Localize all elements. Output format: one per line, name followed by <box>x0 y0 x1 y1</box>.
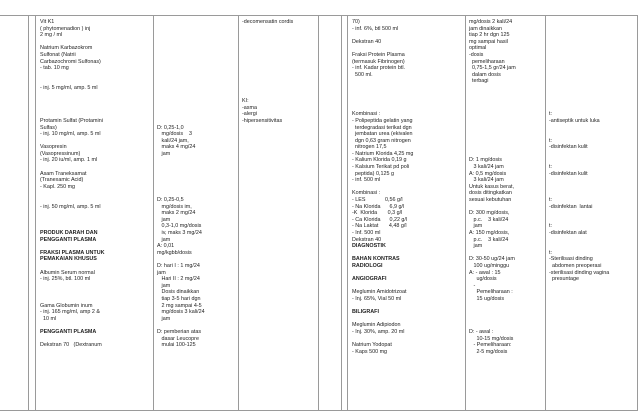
cell-line <box>40 336 105 343</box>
cell-line: Sulfas) <box>40 124 57 131</box>
cell-line <box>157 39 205 46</box>
cell-line <box>242 52 293 59</box>
cell-line <box>157 105 205 112</box>
cell-line: -disinfektan alat <box>549 230 587 236</box>
cell-line <box>157 19 205 26</box>
cell-line: -hipersensitivitas <box>242 117 283 124</box>
cell-line <box>352 85 413 92</box>
cell-line: Carbazochromi Sulfonas) <box>40 58 101 65</box>
cell-line: Albumin Serum normal <box>40 269 95 276</box>
cell-line <box>352 303 413 310</box>
cell-line <box>242 65 293 72</box>
cell-line: - Inj. 65%, Vial 50 ml <box>352 295 402 302</box>
column-divider-7 <box>347 15 348 411</box>
cell-line <box>352 283 413 290</box>
cell-line: 2 mg / ml <box>40 32 63 39</box>
cell-line: - tab. 10 mg <box>40 65 69 72</box>
column-dosage-right <box>469 19 516 355</box>
cell-line: mg/kgbb/dosis <box>157 249 192 256</box>
cell-line: PENGGANTI PLASMA <box>40 328 97 335</box>
cell-line: - Inf. 500 ml <box>352 230 381 236</box>
cell-line: t: <box>549 111 552 118</box>
cell-line: (Vasopressinum) <box>40 150 81 157</box>
column-divider-9 <box>545 15 546 411</box>
cell-line <box>469 144 516 151</box>
cell-line: - inf. 6%, btl 500 ml <box>352 25 399 32</box>
cell-line <box>549 177 609 184</box>
cell-line <box>40 78 105 85</box>
cell-line <box>40 138 105 145</box>
cell-line <box>242 92 293 99</box>
cell-line: - Pemeliharaan: <box>469 342 512 349</box>
cell-line: - Na Klorida 6,9 g/l <box>352 203 405 210</box>
cell-line <box>549 217 609 224</box>
cell-line: jam <box>157 315 171 322</box>
cell-line <box>469 98 516 105</box>
cell-line <box>157 118 205 125</box>
cell-line <box>549 131 609 138</box>
cell-line: BAHAN KONTRAS <box>352 256 400 263</box>
cell-line <box>549 210 609 217</box>
cell-line <box>157 184 205 191</box>
cell-line <box>242 78 293 85</box>
cell-line <box>40 72 105 79</box>
cell-line: t: <box>549 137 552 144</box>
cell-line <box>549 39 609 46</box>
cell-line <box>40 98 105 105</box>
cell-line <box>157 52 205 59</box>
cell-line: jam <box>469 243 483 250</box>
cell-line: dalam dosis <box>469 71 501 78</box>
cell-line: A: 0,5 mg/dosis <box>469 170 507 177</box>
cell-line <box>157 322 205 329</box>
cell-line: -disinfektan kulit <box>549 170 588 177</box>
cell-line: D: 0,25-0,5 <box>157 197 184 204</box>
cell-line: tiap 3-5 hari dgn <box>157 295 201 302</box>
cell-line: - inj. 165 mg/ml, amp 2 & <box>40 309 100 316</box>
cell-line <box>242 72 293 79</box>
cell-line <box>157 111 205 118</box>
cell-line: A: 0,01 <box>157 243 175 250</box>
cell-line: Kombinasi : <box>352 111 381 118</box>
cell-line <box>157 157 205 164</box>
cell-line: -sterilisasi dinding vagina <box>549 269 610 276</box>
cell-line: 70) <box>352 19 360 25</box>
cell-line <box>469 85 516 92</box>
cell-line: - inj. 50 mg/ml, amp. 5 ml <box>40 203 101 210</box>
cell-line: - inj. 20 iu/ml, amp. 1 ml <box>40 157 98 164</box>
cell-line: Vasopresin <box>40 144 67 151</box>
cell-line: D: pemberian atas <box>157 328 202 335</box>
cell-line <box>242 45 293 52</box>
cell-line <box>157 190 205 197</box>
cell-line <box>469 131 516 138</box>
cell-line <box>469 303 516 310</box>
cell-line: - inj. 10 mg/ml, amp. 5 ml <box>40 131 101 138</box>
cell-line: (termasuk Fibrinogen) <box>352 58 405 65</box>
cell-line: 2-5 mg/dosis <box>469 348 508 355</box>
cell-line <box>40 223 105 230</box>
cell-line <box>352 78 413 85</box>
cell-line <box>549 52 609 59</box>
cell-line: Natrium Yodopat <box>352 342 392 349</box>
cell-line <box>157 92 205 99</box>
column-divider-4 <box>238 15 239 411</box>
cell-line: mulai 100-125 <box>157 342 196 349</box>
cell-line: BILIGRAFI <box>352 309 379 316</box>
cell-line <box>469 309 516 316</box>
cell-line <box>469 111 516 118</box>
cell-line <box>40 190 105 197</box>
cell-line <box>157 164 205 171</box>
cell-line <box>40 164 105 171</box>
cell-line <box>157 177 205 184</box>
table-top-rule <box>0 15 638 16</box>
cell-line <box>549 59 609 66</box>
cell-line: - inf. 500 ml <box>352 177 381 184</box>
cell-line: ug/dosis <box>469 276 497 283</box>
cell-line <box>469 92 516 99</box>
cell-line: optimal <box>469 45 487 52</box>
cell-line <box>469 250 516 257</box>
cell-line: ( phytomenadion ) inj <box>40 25 91 32</box>
cell-line: 0,75-1,5 gr/24 jam <box>469 65 516 72</box>
cell-line <box>242 59 293 66</box>
cell-line <box>352 336 413 343</box>
column-drug-names-left <box>40 19 105 349</box>
column-divider-3 <box>153 15 154 411</box>
cell-line: PRODUK DARAH DAN <box>40 230 98 236</box>
cell-line <box>549 243 609 250</box>
cell-line: mg/dosis 3 kali/24 <box>157 309 205 316</box>
cell-line <box>157 26 205 33</box>
column-divider-2 <box>35 15 36 411</box>
cell-line: Vit K1 <box>40 19 55 25</box>
cell-line <box>469 118 516 125</box>
cell-line <box>352 98 413 105</box>
cell-line: 2 mg sampai 4-5 <box>157 302 202 309</box>
cell-line <box>469 138 516 145</box>
cell-line <box>157 72 205 79</box>
cell-line <box>352 32 413 39</box>
cell-line <box>549 125 609 132</box>
cell-line <box>157 256 205 263</box>
cell-line: D: hari I : 1 mg/24 <box>157 262 200 269</box>
cell-line: nitrogen 17,5 <box>352 144 387 151</box>
cell-line: - Kalsium Terikat pd poli <box>352 164 410 171</box>
cell-line: pemeliharaan <box>469 58 505 65</box>
cell-line: - Polipeptida gelatin yang <box>352 117 413 124</box>
column-drug-names-right <box>352 19 413 355</box>
cell-line: mg/dosis 2 kali/24 <box>469 19 513 25</box>
cell-line <box>549 237 609 244</box>
cell-line <box>40 296 105 303</box>
cell-line <box>40 197 105 204</box>
table-bottom-rule <box>0 410 638 411</box>
cell-line <box>40 111 105 118</box>
cell-line: FRAKSI PLASMA UNTUK <box>40 249 105 256</box>
cell-line: D: - awal : <box>469 328 494 335</box>
cell-line: jam <box>157 150 171 157</box>
cell-line <box>549 78 609 85</box>
cell-line: Gama Globumin inum <box>40 302 93 309</box>
cell-line <box>242 85 293 92</box>
cell-line: jembatan urea (ekivalen <box>352 131 413 138</box>
cell-line <box>242 39 293 46</box>
cell-line: -asma <box>242 104 257 111</box>
cell-line <box>549 72 609 79</box>
cell-line: kali/24 jam, <box>157 137 189 144</box>
cell-line <box>469 125 516 132</box>
cell-line: (Tranexamic Acid) <box>40 177 84 184</box>
cell-line: Asam Traneksamat <box>40 170 87 177</box>
cell-line: t: <box>549 249 552 256</box>
cell-line: D: 0,25-1,0 <box>157 124 184 131</box>
cell-line: dgn 0,63 gram nitrogen <box>352 137 411 144</box>
cell-line: sesuai kebutuhan <box>469 197 512 204</box>
cell-line: mg/dosis im, <box>157 203 192 210</box>
cell-line <box>549 92 609 99</box>
cell-line: D: 300 mg/dosis, <box>469 210 510 217</box>
cell-line <box>157 45 205 52</box>
cell-line: jam <box>157 236 171 243</box>
cell-line <box>352 250 413 257</box>
cell-line <box>549 65 609 72</box>
cell-line: DIAGNOSTIK <box>352 243 386 250</box>
cell-line <box>40 105 105 112</box>
cell-line: 100 ug/minggu <box>469 262 510 269</box>
cell-line <box>352 316 413 323</box>
cell-line: -dosis <box>469 51 484 58</box>
cell-line: - <box>469 282 476 289</box>
cell-line: A: 150 mg/dosis, <box>469 230 510 236</box>
cell-line <box>469 151 516 158</box>
cell-line <box>157 85 205 92</box>
cell-line <box>469 204 516 211</box>
cell-line <box>40 322 105 329</box>
cell-line <box>549 157 609 164</box>
cell-line: Pemeliharaan : <box>469 289 513 296</box>
cell-line: Sulfonat (Natrii <box>40 51 76 58</box>
cell-line: RADIOLOGI <box>352 262 383 269</box>
cell-line: dasar Leucopre <box>157 335 199 342</box>
cell-line <box>242 26 293 33</box>
cell-line <box>157 98 205 105</box>
cell-line: -disinfektan kulit <box>549 144 588 151</box>
cell-line: jam <box>157 282 171 289</box>
cell-line <box>549 105 609 112</box>
cell-line <box>40 92 105 99</box>
cell-line <box>40 283 105 290</box>
cell-line <box>469 316 516 323</box>
cell-line: Meglumin Adipiodon <box>352 322 401 329</box>
cell-line: iv, maks 3 mg/24 <box>157 230 202 236</box>
cell-line: p.c. 3 kali/24 <box>469 236 509 243</box>
cell-line <box>549 184 609 191</box>
cell-line <box>157 171 205 178</box>
cell-line: - Kalium Klorida 0,19 g <box>352 157 407 164</box>
cell-line: abdomen preoperasi <box>549 262 602 269</box>
cell-line: -disinfektan lantai <box>549 203 593 210</box>
column-notes-right <box>549 19 609 283</box>
cell-line <box>549 26 609 33</box>
cell-line <box>352 92 413 99</box>
cell-line <box>549 85 609 92</box>
cell-line: -K Klorida 0,3 g/l <box>352 210 403 217</box>
cell-line: t: <box>549 223 552 230</box>
cell-line: -Sterilisasi dinding <box>549 256 593 263</box>
cell-line <box>40 217 105 224</box>
cell-line: PEMAKAIAN KHUSUS <box>40 256 97 263</box>
cell-line: t: <box>549 164 552 171</box>
column-divider-1 <box>28 15 29 411</box>
cell-line <box>157 32 205 39</box>
cell-line: 0,3-1,0 mg/dosis <box>157 223 202 230</box>
cell-line: Untuk kasus berat, <box>469 183 514 190</box>
cell-line <box>352 45 413 52</box>
cell-line: dosis ditingkatkan <box>469 190 512 197</box>
cell-line: t: <box>549 197 552 204</box>
cell-line: -decomensatin cordis <box>242 19 294 25</box>
cell-line: - inf. Kadar protein btl. <box>352 65 406 72</box>
cell-line: 3 kali/24 jam <box>469 177 504 184</box>
cell-line <box>242 32 293 39</box>
cell-line: peptida) 0,125 g <box>352 170 394 177</box>
cell-line: - Natrium Klorida 4,25 mg <box>352 150 414 157</box>
cell-line <box>157 65 205 72</box>
cell-line: 3 kali/24 jam <box>469 164 504 171</box>
cell-line <box>469 322 516 329</box>
cell-line <box>40 289 105 296</box>
cell-line <box>352 184 413 191</box>
cell-line <box>549 19 609 26</box>
cell-line: - inj. 25%, btl. 100 ml <box>40 276 91 283</box>
cell-line: Hari II : 2 mg/24 <box>157 276 200 283</box>
cell-line: jam <box>157 216 171 223</box>
cell-line: mg sampai hasil <box>469 38 508 45</box>
cell-line: -antiseptik untuk luka <box>549 117 600 124</box>
cell-line <box>157 59 205 66</box>
cell-line <box>40 39 105 46</box>
cell-line: - Inj. 30%, amp. 20 ml <box>352 328 405 335</box>
cell-line: Dosis dinaikkan <box>157 289 200 296</box>
cell-line: Meglumin Amidotrizoat <box>352 289 407 296</box>
cell-line <box>40 263 105 270</box>
column-dosage-left <box>157 19 205 349</box>
cell-line: maks 4 mg/24 <box>157 144 196 151</box>
cell-line: - Ca Klorida 0,22 g/l <box>352 216 408 223</box>
cell-line: Dekstran 40 <box>352 38 382 45</box>
cell-line <box>40 243 105 250</box>
cell-line: jam <box>157 269 166 276</box>
column-divider-6 <box>341 15 342 411</box>
cell-line: maks 2 mg/24 <box>157 210 196 217</box>
cell-line: 15 ug/dosis <box>469 295 505 302</box>
column-notes-left <box>242 19 293 125</box>
cell-line <box>352 270 413 277</box>
cell-line: mg/dosis 3 <box>157 131 193 138</box>
cell-line: 500 ml. <box>352 71 373 78</box>
cell-line: jam <box>469 223 483 230</box>
cell-line: Dekstran 40 <box>352 236 382 243</box>
cell-line <box>549 190 609 197</box>
cell-line: Protamin Sulfat (Protamini <box>40 117 103 124</box>
cell-line: 10 ml <box>40 315 57 322</box>
cell-line: D: 1 mg/dosis <box>469 157 502 164</box>
cell-line: KI: <box>242 98 249 105</box>
cell-line <box>549 151 609 158</box>
cell-line: 10-15 mg/dosis <box>469 335 514 342</box>
cell-line: D: 30-50 ug/24 jam <box>469 256 515 263</box>
cell-line: Fraksi Protein Plasma <box>352 51 405 58</box>
cell-line: p.c. 3 kali/24 <box>469 216 509 223</box>
cell-line: Dekstran 70 (Dextranum <box>40 342 102 349</box>
cell-line <box>40 210 105 217</box>
cell-line: tiap 2 hr dgn 125 <box>469 32 510 39</box>
cell-line: jam dinaikkan <box>469 25 502 32</box>
cell-line: - LES 0,56 g/l <box>352 197 403 204</box>
cell-line <box>549 32 609 39</box>
cell-line: ANGIOGRAFI <box>352 276 387 283</box>
cell-line: A: - awal : 15 <box>469 269 501 276</box>
column-divider-5 <box>318 15 319 411</box>
cell-line <box>352 105 413 112</box>
cell-line: - Kaps 500 mg <box>352 348 388 355</box>
cell-line: - inj. 5 mg/ml, amp. 5 ml <box>40 84 98 91</box>
cell-line: PENGGANTI PLASMA <box>40 236 97 243</box>
cell-line <box>469 105 516 112</box>
cell-line: Kombinasi : <box>352 190 381 197</box>
cell-line: - Na Laktat 4,48 g/l <box>352 223 407 230</box>
cell-line: presuntage <box>549 276 579 283</box>
cell-line: -alergi <box>242 111 257 118</box>
cell-line: Natrium Karbazokrom <box>40 45 93 52</box>
cell-line: - Kapl. 250 mg <box>40 183 76 190</box>
column-divider-8 <box>465 15 466 411</box>
cell-line <box>549 98 609 105</box>
cell-line: terdegradasi terikat dgn <box>352 124 412 131</box>
cell-line: terbagi <box>469 78 489 85</box>
cell-line <box>157 78 205 85</box>
cell-line <box>549 45 609 52</box>
